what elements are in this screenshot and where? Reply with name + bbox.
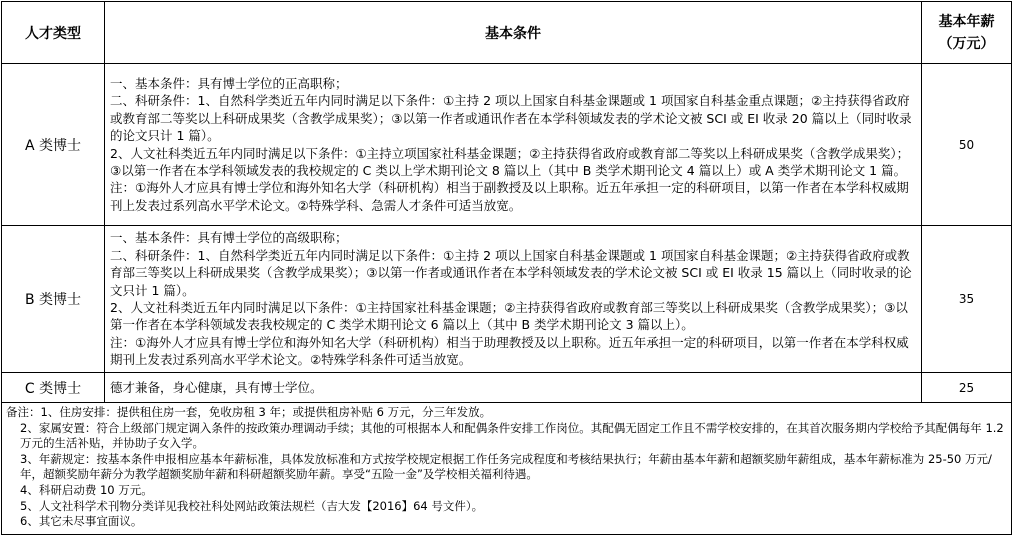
header-type: 人才类型: [2, 2, 105, 64]
salary-cell-b: 35: [922, 226, 1012, 373]
note-line: 2、家属安置：符合上级部门规定调入条件的按政策办理调动手续；其他的可根据本人和配偶条件安排工作岗位。其配偶无固定工作且不需学校安排的，在其首次服务期内学校给予其配偶每年 1.2 万元的生活补贴，并协助子女入学。: [20, 420, 1004, 451]
table-row-a: [2, 64, 1012, 226]
note-line: 3、年薪规定：按基本条件申报相应基本年薪标准，具体发放标准和方式按学校规定根据工作任务完成程度和考核结果执行；年薪由基本年薪和超额奖励年薪组成，基本年薪标准为 25-50 万元/年，超额奖励年薪分为教学超额奖励年薪和科研超额奖励年薪。享受“五险一金”及学校相关福利待遇。: [20, 451, 992, 482]
conditions-cell-c: [105, 373, 922, 403]
note-line: 6、其它未尽事宜面议。: [20, 514, 143, 529]
condition-line: 2、人文社科类近五年内同时满足以下条件：①主持立项国家社科基金课题；②主持获得省政府或教育部二等奖以上科研成果奖（含教学成果奖）；③以第一作者在本学科领域发表的我校规定的 C 类以上学术期刊论文 8 篇以上（其中 B 类学术期刊论文 4 篇以上）或 A 类学术期刊论文 1 篇。: [110, 145, 910, 178]
header-salary-line1: 基本年薪: [938, 13, 995, 30]
condition-line: 注：①海外人才应具有博士学位和海外知名大学（科研机构）相当于副教授及以上职称。近五年承担一定的科研项目，以第一作者在本学科权威期刊上发表过系列高水平学术论文。②特殊学科、急需人才条件可适当放宽。: [110, 180, 909, 213]
conditions-cell-b: [105, 226, 922, 373]
header-salary-line2: （万元）: [938, 35, 995, 52]
table-row-b: [2, 226, 1012, 373]
header-row: [2, 2, 1012, 64]
table-row-c: [2, 373, 1012, 403]
condition-line: 二、科研条件：1、自然科学类近五年内同时满足以下条件：①主持 2 项以上国家自科基金课题或 1 项国家自科基金课题；②主持获得省政府或教育部三等奖以上科研成果奖（含教学成果奖）；③以第一作者或通讯作者在本学科领域发表的学术论文被 SCI 或 EI 收录 15 篇以上（同时收录的论文只计 1 篇）。: [110, 247, 912, 298]
condition-line: 2、人文社科类近五年内同时满足以下条件：①主持国家社科基金课题；②主持获得省政府或教育部三等奖以上科研成果奖（含教学成果奖）；③以第一作者在本学科领域发表我校规定的 C 类学术期刊论文 6 篇以上（其中 B 类学术期刊论文 3 篇以上）。: [110, 300, 908, 333]
header-salary: [922, 2, 1012, 64]
notes-cell: [2, 403, 1012, 535]
type-cell-b: B 类博士: [2, 226, 105, 373]
note-line: 4、科研启动费 10 万元。: [20, 482, 153, 497]
note-line: 备注：1、住房安排：提供租住房一套，免收房租 3 年；或提供租房补贴 6 万元，分三年发放。: [6, 405, 492, 419]
notes-row: [2, 403, 1012, 535]
type-cell-c: C 类博士: [2, 373, 105, 403]
conditions-cell-a: [105, 64, 922, 226]
talent-table: [1, 1, 1012, 535]
note-line: 5、人文社科学术刊物分类详见我校社科处网站政策法规栏（吉大发【2016】64 号文件）。: [20, 498, 484, 513]
condition-line: 注：①海外人才应具有博士学位和海外知名大学（科研机构）相当于助理教授及以上职称。近五年承担一定的科研项目，以第一作者在本学科权威期刊上发表过系列高水平学术论文。②特殊学科条件可适当放宽。: [110, 334, 909, 368]
salary-cell-a: 50: [922, 64, 1012, 226]
condition-line: 一、基本条件：具有博士学位的正高职称；: [110, 75, 348, 91]
type-cell-a: A 类博士: [2, 64, 105, 226]
condition-line: 德才兼备，身心健康，具有博士学位。: [110, 379, 323, 395]
condition-line: 一、基本条件：具有博士学位的高级职称；: [110, 230, 348, 246]
salary-cell-c: 25: [922, 373, 1012, 403]
header-conditions: 基本条件: [105, 2, 922, 64]
condition-line: 二、科研条件：1、自然科学类近五年内同时满足以下条件：①主持 2 项以上国家自科基金课题或 1 项国家自科基金重点课题；②主持获得省政府或教育部二等奖以上科研成果奖（含教学成果奖）；③以第一作者或通讯作者在本学科领域发表的学术论文被 SCI 或 EI 收录 20 篇以上（同时收录的论文只计 1 篇）。: [110, 93, 912, 144]
